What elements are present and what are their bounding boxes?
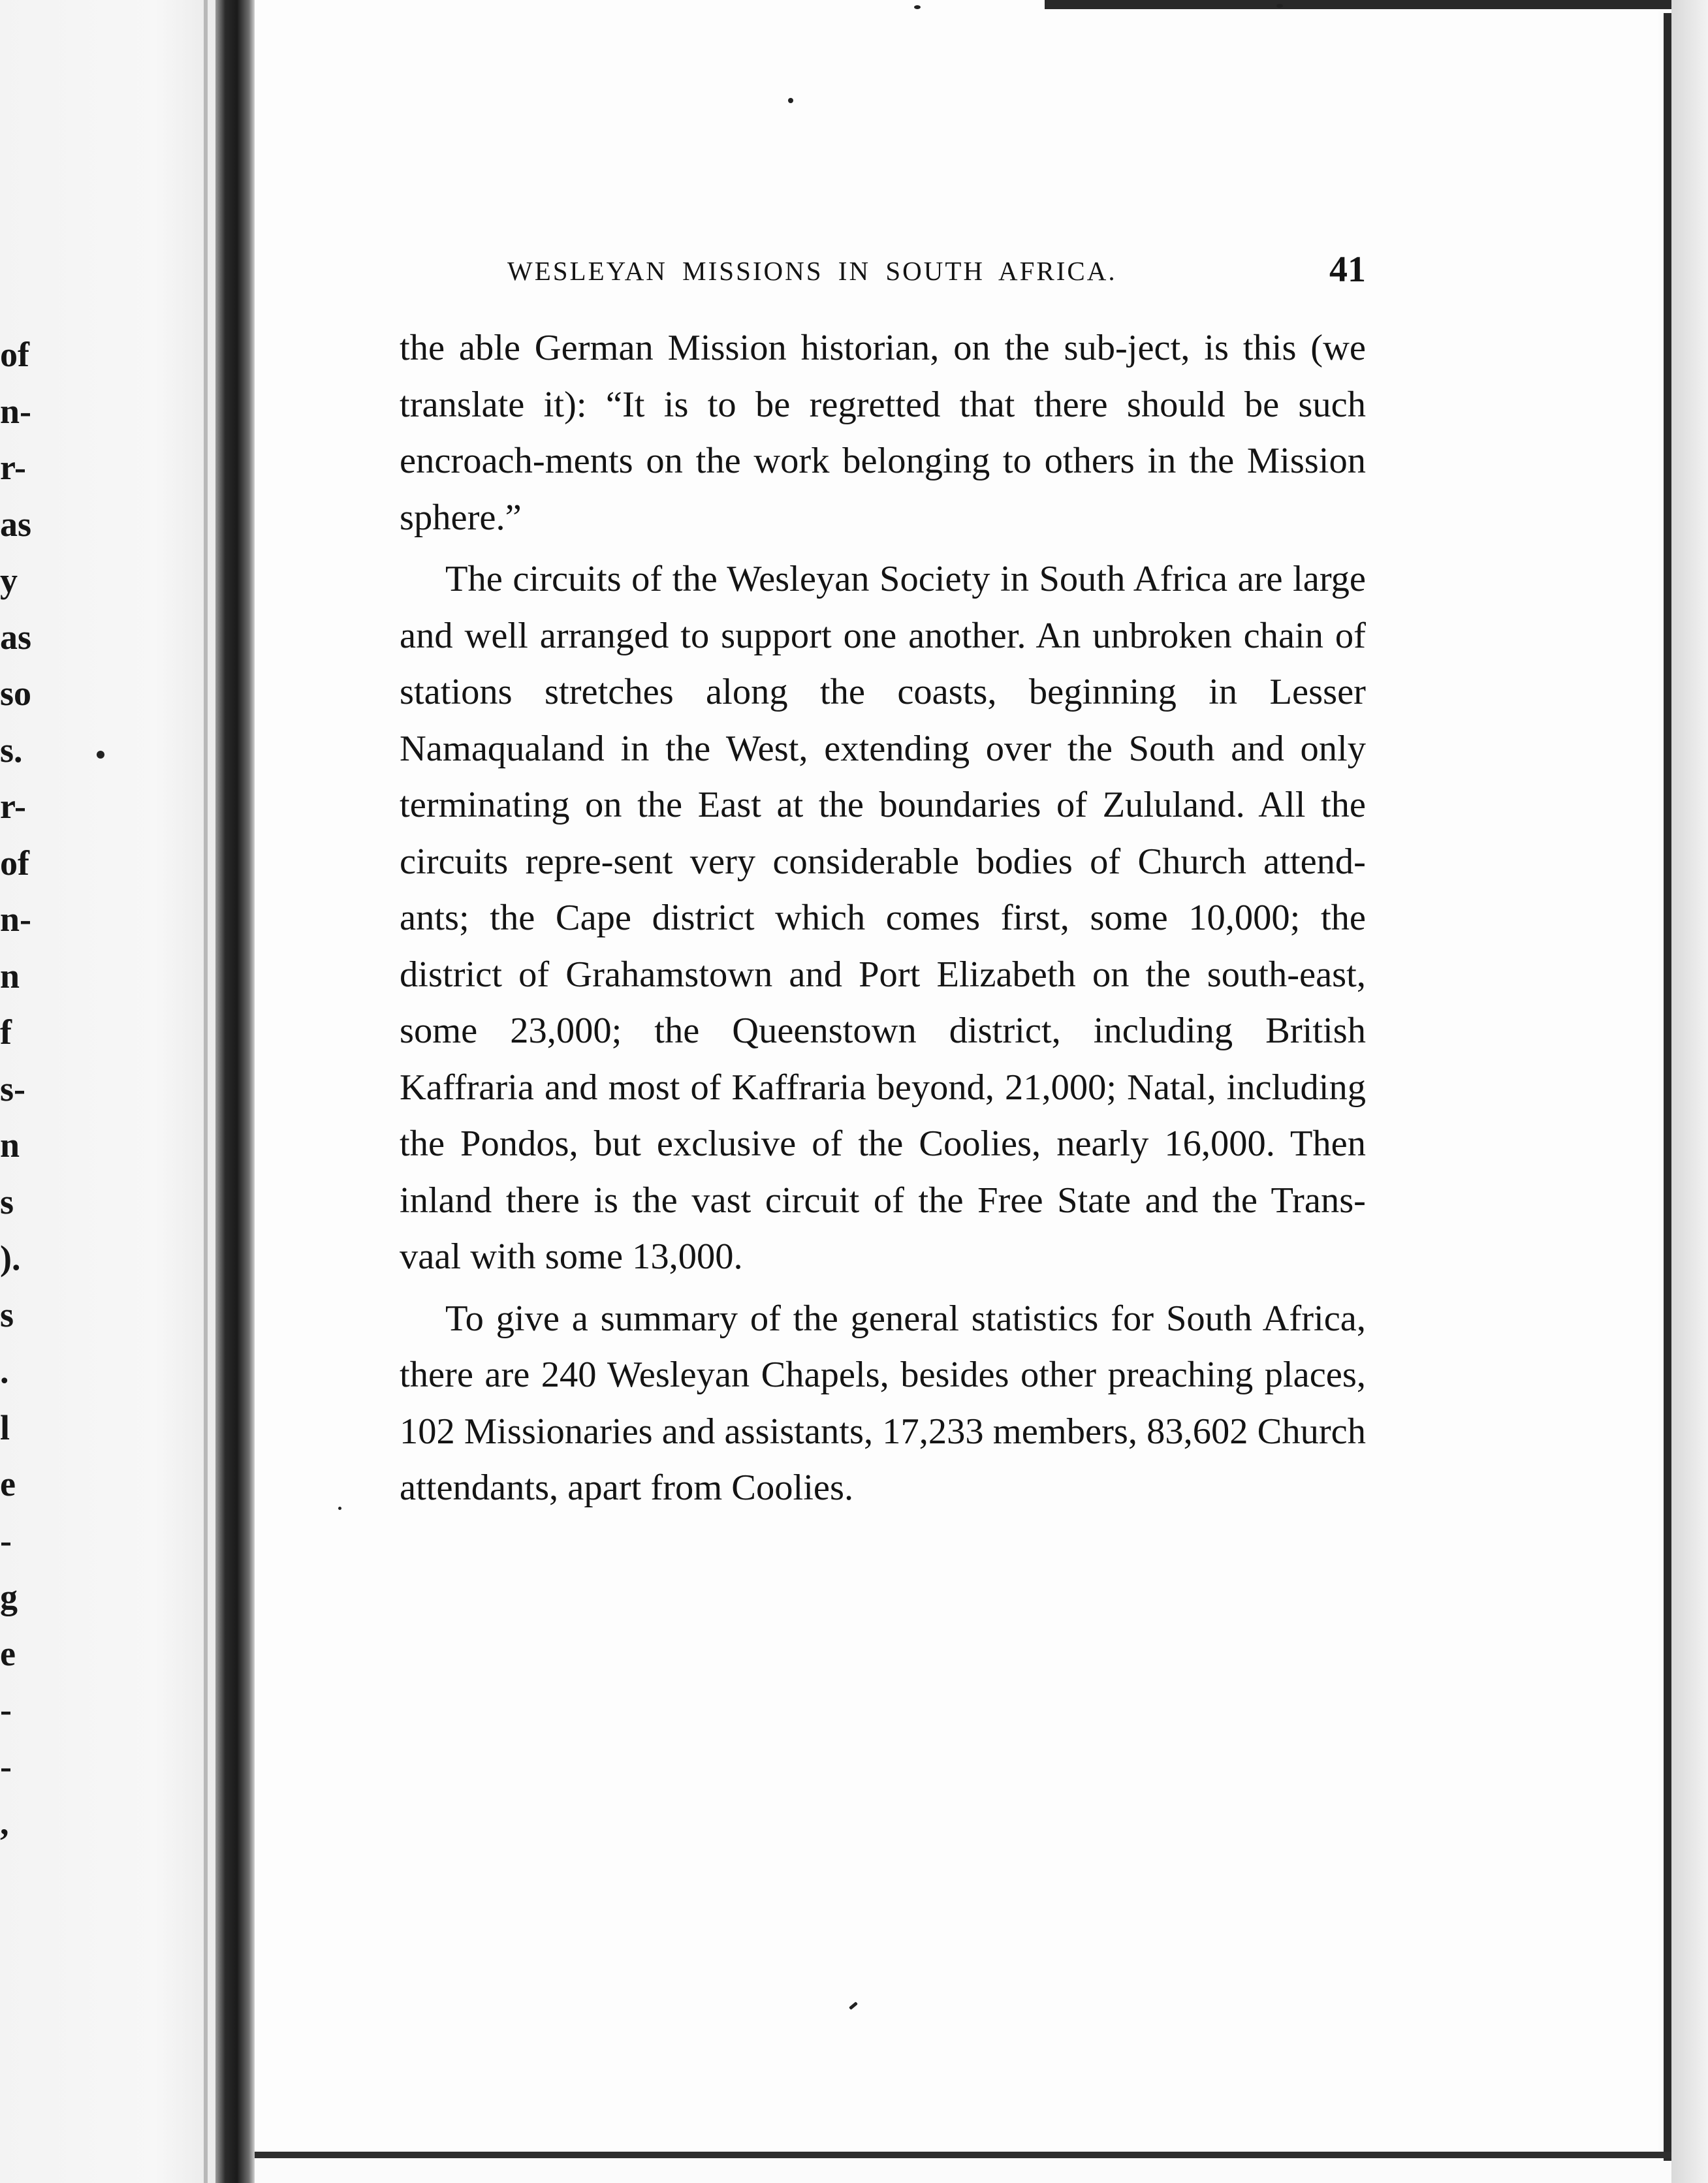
left-page-fragment: n- [0, 900, 32, 939]
left-page-text-fragments [0, 326, 39, 1851]
left-page-fragment: ). [0, 1238, 21, 1278]
paragraph-statistics: To give a summary of the general statistics for South Africa, there are 240 Wesleyan Chapels, besides other preaching places, 102 Missionaries and assistants, 17,233 members, 83,602 Church attendants, apart from Coolies. [400, 1298, 1366, 1508]
left-page-fragment: - [0, 1690, 12, 1729]
left-facing-page [0, 0, 222, 2183]
left-page-fragment: - [0, 1520, 12, 1560]
left-page-fragment: n- [0, 391, 32, 431]
running-head-title: WESLEYAN MISSIONS IN SOUTH AFRICA. [507, 256, 1117, 286]
left-page-fragment: , [0, 1803, 9, 1842]
left-page-fragment: e [0, 1464, 16, 1503]
page-bottom-edge [255, 2152, 1671, 2158]
speck [788, 98, 793, 103]
left-page-fragment: r- [0, 787, 26, 826]
speck [338, 1507, 341, 1510]
book-gutter-shadow [215, 0, 255, 2183]
running-head [400, 248, 1366, 294]
left-page-fragment: . [0, 1351, 9, 1390]
body-text [400, 320, 1366, 1516]
speck [97, 751, 104, 759]
left-page-fragment: l [0, 1407, 10, 1447]
paragraph-continuation: the able German Mission historian, on the sub-ject, is this (we translate it): “It is to be regretted that there should be such encroach-ments on the work belonging to others in the Mission sphere.” [400, 328, 1366, 538]
left-page-fragment: f [0, 1013, 12, 1052]
speck [914, 5, 921, 9]
left-page-fragment: of [0, 335, 29, 374]
page-text-block [400, 248, 1366, 1516]
left-page-fragment: s. [0, 730, 23, 770]
paragraph-circuits: The circuits of the Wesleyan Society in South Africa are large and well arranged to support one another. An unbroken chain of stations stretches along the coasts, beginning in Lesser Namaqualand in the West, extending over the South and only terminating on the East at the boundaries of Zululand. All the circuits repre-sent very considerable bodies of Church attend-ants; the Cape district which comes first, some 10,000; the district of Grahamstown and Port Elizabeth on the south-east, some 23,000; the Queenstown district, including British Kaffraria and most of Kaffraria beyond, 21,000; Natal, including the Pondos, but exclusive of the Coolies, nearly 16,000. Then inland there is the vast circuit of the Free State and the Trans-vaal with some 13,000. [400, 559, 1366, 1277]
left-page-fragment: as [0, 504, 32, 544]
left-page-fragment: n [0, 956, 20, 996]
gutter-line [204, 0, 208, 2183]
left-page-fragment: g [0, 1577, 18, 1616]
left-page-fragment: s [0, 1295, 14, 1334]
left-page-fragment: e [0, 1633, 16, 1673]
page-number: 41 [1329, 249, 1366, 290]
left-page-fragment: of [0, 843, 29, 883]
left-page-fragment: n [0, 1125, 20, 1165]
page-right-edge [1664, 13, 1671, 2161]
left-page-fragment: s [0, 1182, 14, 1221]
page-edge-strip [1671, 0, 1708, 2183]
left-page-fragment: - [0, 1746, 12, 1786]
left-page-fragment: r- [0, 448, 26, 487]
page-top-edge [1045, 0, 1671, 9]
left-page-fragment: so [0, 674, 32, 713]
left-page-fragment: as [0, 617, 32, 657]
left-page-fragment: s- [0, 1069, 25, 1108]
speck [1276, 4, 1283, 8]
left-page-fragment: y [0, 561, 18, 600]
